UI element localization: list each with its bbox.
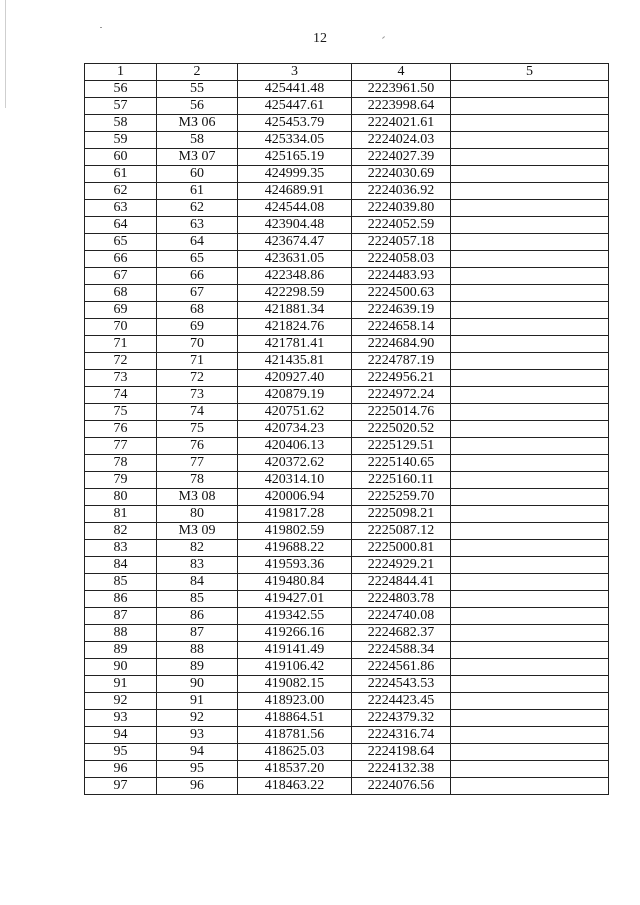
table-cell-col1: 64 [85, 217, 157, 234]
table-cell-col4: 2224561.86 [352, 659, 451, 676]
table-cell-col3: 421824.76 [238, 319, 352, 336]
table-cell-col2: 68 [157, 302, 238, 319]
table-cell-col4: 2224423.45 [352, 693, 451, 710]
table-cell-col3: 425447.61 [238, 98, 352, 115]
table-cell-col3: 419106.42 [238, 659, 352, 676]
table-cell-col5 [451, 761, 609, 778]
table-cell-col2: МЗ 06 [157, 115, 238, 132]
table-row [85, 608, 609, 625]
table-cell-col5 [451, 370, 609, 387]
scan-speck [100, 27, 102, 28]
table-cell-col1: 94 [85, 727, 157, 744]
table-cell-col2: 93 [157, 727, 238, 744]
table-row [85, 778, 609, 795]
table-row [85, 489, 609, 506]
table-cell-col1: 78 [85, 455, 157, 472]
table-cell-col5 [451, 693, 609, 710]
table-cell-col2: 55 [157, 81, 238, 98]
table-cell-col5 [451, 744, 609, 761]
table-cell-col3: 425441.48 [238, 81, 352, 98]
table-cell-col4: 2224132.38 [352, 761, 451, 778]
table-row [85, 642, 609, 659]
table-cell-col2: 63 [157, 217, 238, 234]
table-row [85, 591, 609, 608]
table-row [85, 370, 609, 387]
table-cell-col3: 419802.59 [238, 523, 352, 540]
table-cell-col3: 421435.81 [238, 353, 352, 370]
table-cell-col5 [451, 251, 609, 268]
table-cell-col4: 2224036.92 [352, 183, 451, 200]
table-cell-col4: 2224076.56 [352, 778, 451, 795]
table-cell-col5 [451, 319, 609, 336]
table-cell-col2: 65 [157, 251, 238, 268]
table-row [85, 200, 609, 217]
table-cell-col1: 71 [85, 336, 157, 353]
column-header: 4 [352, 64, 451, 81]
table-cell-col4: 2224682.37 [352, 625, 451, 642]
table-row [85, 404, 609, 421]
table-cell-col1: 60 [85, 149, 157, 166]
table-row [85, 693, 609, 710]
table-row [85, 455, 609, 472]
table-cell-col3: 423904.48 [238, 217, 352, 234]
table-cell-col5 [451, 710, 609, 727]
scan-margin-line [5, 0, 6, 108]
coordinates-table [84, 63, 609, 795]
table-cell-col4: 2224027.39 [352, 149, 451, 166]
table-row [85, 234, 609, 251]
table-cell-col5 [451, 557, 609, 574]
table-row [85, 421, 609, 438]
table-cell-col1: 61 [85, 166, 157, 183]
table-cell-col2: 88 [157, 642, 238, 659]
table-cell-col5 [451, 81, 609, 98]
table-cell-col5 [451, 404, 609, 421]
table-row [85, 217, 609, 234]
table-cell-col3: 425453.79 [238, 115, 352, 132]
table-cell-col4: 2225014.76 [352, 404, 451, 421]
table-cell-col4: 2223961.50 [352, 81, 451, 98]
table-row [85, 523, 609, 540]
table-cell-col4: 2224198.64 [352, 744, 451, 761]
table-cell-col2: 67 [157, 285, 238, 302]
table-cell-col3: 420372.62 [238, 455, 352, 472]
table-header-row [85, 64, 609, 81]
table-cell-col2: 58 [157, 132, 238, 149]
table-row [85, 438, 609, 455]
page-number: 12 [313, 31, 327, 46]
table-row [85, 302, 609, 319]
table-cell-col5 [451, 489, 609, 506]
table-cell-col1: 67 [85, 268, 157, 285]
table-cell-col1: 68 [85, 285, 157, 302]
table-cell-col5 [451, 727, 609, 744]
table-cell-col3: 420734.23 [238, 421, 352, 438]
table-cell-col3: 420751.62 [238, 404, 352, 421]
table-cell-col3: 419342.55 [238, 608, 352, 625]
table-cell-col1: 96 [85, 761, 157, 778]
table-cell-col2: 85 [157, 591, 238, 608]
table-cell-col1: 65 [85, 234, 157, 251]
table-cell-col5 [451, 438, 609, 455]
table-cell-col1: 70 [85, 319, 157, 336]
table-cell-col1: 59 [85, 132, 157, 149]
table-cell-col4: 2224039.80 [352, 200, 451, 217]
table-cell-col4: 2224972.24 [352, 387, 451, 404]
table-cell-col3: 424544.08 [238, 200, 352, 217]
table-cell-col3: 419593.36 [238, 557, 352, 574]
table-cell-col2: 60 [157, 166, 238, 183]
table-cell-col1: 82 [85, 523, 157, 540]
table-cell-col5 [451, 676, 609, 693]
table-cell-col1: 79 [85, 472, 157, 489]
table-cell-col1: 88 [85, 625, 157, 642]
table-cell-col2: 96 [157, 778, 238, 795]
table-cell-col3: 420879.19 [238, 387, 352, 404]
table-cell-col2: МЗ 08 [157, 489, 238, 506]
table-cell-col1: 66 [85, 251, 157, 268]
table-cell-col3: 421881.34 [238, 302, 352, 319]
table-cell-col4: 2224058.03 [352, 251, 451, 268]
table-cell-col2: 84 [157, 574, 238, 591]
table-row [85, 183, 609, 200]
table-cell-col3: 419082.15 [238, 676, 352, 693]
table-cell-col4: 2224956.21 [352, 370, 451, 387]
table-cell-col2: 73 [157, 387, 238, 404]
table-cell-col1: 84 [85, 557, 157, 574]
table-cell-col4: 2224658.14 [352, 319, 451, 336]
table-cell-col5 [451, 608, 609, 625]
table-cell-col3: 425334.05 [238, 132, 352, 149]
table-cell-col1: 80 [85, 489, 157, 506]
table-cell-col1: 75 [85, 404, 157, 421]
table-cell-col2: 92 [157, 710, 238, 727]
table-cell-col1: 56 [85, 81, 157, 98]
table-cell-col2: 90 [157, 676, 238, 693]
table-cell-col2: 66 [157, 268, 238, 285]
table-cell-col1: 81 [85, 506, 157, 523]
table-cell-col5 [451, 574, 609, 591]
table-cell-col2: 91 [157, 693, 238, 710]
table-cell-col5 [451, 302, 609, 319]
table-cell-col5 [451, 472, 609, 489]
table-cell-col5 [451, 455, 609, 472]
table-cell-col3: 420006.94 [238, 489, 352, 506]
table-cell-col4: 2224030.69 [352, 166, 451, 183]
table-cell-col2: МЗ 07 [157, 149, 238, 166]
table-cell-col4: 2225098.21 [352, 506, 451, 523]
table-cell-col3: 418781.56 [238, 727, 352, 744]
table-cell-col1: 74 [85, 387, 157, 404]
table-cell-col5 [451, 778, 609, 795]
table-row [85, 336, 609, 353]
table-cell-col3: 418864.51 [238, 710, 352, 727]
table-cell-col3: 418537.20 [238, 761, 352, 778]
table-row [85, 81, 609, 98]
table-row [85, 676, 609, 693]
table-row [85, 727, 609, 744]
table-cell-col3: 420927.40 [238, 370, 352, 387]
table-cell-col2: 61 [157, 183, 238, 200]
table-cell-col3: 422298.59 [238, 285, 352, 302]
table-cell-col2: 71 [157, 353, 238, 370]
table-row [85, 387, 609, 404]
table-cell-col4: 2224543.53 [352, 676, 451, 693]
table-cell-col5 [451, 523, 609, 540]
table-cell-col5 [451, 149, 609, 166]
table-cell-col2: 78 [157, 472, 238, 489]
table-cell-col5 [451, 132, 609, 149]
table-cell-col3: 419427.01 [238, 591, 352, 608]
table-cell-col1: 91 [85, 676, 157, 693]
table-cell-col5 [451, 421, 609, 438]
table-cell-col4: 2224787.19 [352, 353, 451, 370]
table-cell-col2: 94 [157, 744, 238, 761]
table-row [85, 132, 609, 149]
table-row [85, 98, 609, 115]
table-row [85, 268, 609, 285]
table-cell-col4: 2224057.18 [352, 234, 451, 251]
table-cell-col5 [451, 591, 609, 608]
table-cell-col5 [451, 200, 609, 217]
table-cell-col2: 76 [157, 438, 238, 455]
table-row [85, 149, 609, 166]
table-cell-col1: 93 [85, 710, 157, 727]
table-cell-col4: 2225140.65 [352, 455, 451, 472]
table-cell-col4: 2224024.03 [352, 132, 451, 149]
table-cell-col4: 2224052.59 [352, 217, 451, 234]
table-cell-col1: 85 [85, 574, 157, 591]
table-cell-col3: 419688.22 [238, 540, 352, 557]
table-cell-col5 [451, 234, 609, 251]
table-cell-col2: 69 [157, 319, 238, 336]
table-cell-col3: 421781.41 [238, 336, 352, 353]
column-header: 5 [451, 64, 609, 81]
table-cell-col5 [451, 625, 609, 642]
table-cell-col5 [451, 659, 609, 676]
table-cell-col3: 419141.49 [238, 642, 352, 659]
table-cell-col2: 82 [157, 540, 238, 557]
table-cell-col4: 2224929.21 [352, 557, 451, 574]
table-cell-col1: 62 [85, 183, 157, 200]
table-cell-col4: 2224639.19 [352, 302, 451, 319]
table-cell-col5 [451, 353, 609, 370]
table-cell-col2: 74 [157, 404, 238, 421]
table-cell-col5 [451, 642, 609, 659]
table-cell-col2: 83 [157, 557, 238, 574]
table-cell-col4: 2225259.70 [352, 489, 451, 506]
table-cell-col1: 90 [85, 659, 157, 676]
table-cell-col2: 70 [157, 336, 238, 353]
table-cell-col5 [451, 98, 609, 115]
table-row [85, 557, 609, 574]
table-cell-col4: 2224684.90 [352, 336, 451, 353]
table-cell-col1: 87 [85, 608, 157, 625]
table-cell-col4: 2225160.11 [352, 472, 451, 489]
table-body [85, 81, 609, 795]
table-cell-col1: 86 [85, 591, 157, 608]
table-cell-col2: 62 [157, 200, 238, 217]
table-cell-col4: 2224379.32 [352, 710, 451, 727]
table-cell-col3: 425165.19 [238, 149, 352, 166]
table-row [85, 251, 609, 268]
table-cell-col5 [451, 540, 609, 557]
table-cell-col4: 2224316.74 [352, 727, 451, 744]
table-cell-col2: 89 [157, 659, 238, 676]
table-cell-col4: 2224483.93 [352, 268, 451, 285]
table-cell-col4: 2225087.12 [352, 523, 451, 540]
column-header: 2 [157, 64, 238, 81]
table-cell-col1: 57 [85, 98, 157, 115]
table-cell-col4: 2224740.08 [352, 608, 451, 625]
table-cell-col1: 92 [85, 693, 157, 710]
table-cell-col3: 419266.16 [238, 625, 352, 642]
table-cell-col5 [451, 268, 609, 285]
table-cell-col1: 73 [85, 370, 157, 387]
table-cell-col4: 2224500.63 [352, 285, 451, 302]
table-cell-col4: 2224021.61 [352, 115, 451, 132]
table-row [85, 285, 609, 302]
table-row [85, 353, 609, 370]
table-cell-col1: 76 [85, 421, 157, 438]
table-cell-col3: 420314.10 [238, 472, 352, 489]
table-cell-col3: 419480.84 [238, 574, 352, 591]
table-cell-col1: 69 [85, 302, 157, 319]
table-cell-col5 [451, 336, 609, 353]
table-cell-col1: 97 [85, 778, 157, 795]
table-cell-col2: 86 [157, 608, 238, 625]
table-row [85, 540, 609, 557]
table-row [85, 472, 609, 489]
column-header: 1 [85, 64, 157, 81]
table-cell-col3: 423674.47 [238, 234, 352, 251]
table-cell-col1: 95 [85, 744, 157, 761]
table-cell-col2: 64 [157, 234, 238, 251]
table-row [85, 710, 609, 727]
table-cell-col5 [451, 506, 609, 523]
table-cell-col1: 72 [85, 353, 157, 370]
table-cell-col4: 2224588.34 [352, 642, 451, 659]
table-row [85, 115, 609, 132]
table-cell-col5 [451, 166, 609, 183]
column-header: 3 [238, 64, 352, 81]
table-cell-col1: 58 [85, 115, 157, 132]
table-cell-col2: 56 [157, 98, 238, 115]
table-cell-col4: 2223998.64 [352, 98, 451, 115]
table-cell-col3: 420406.13 [238, 438, 352, 455]
table-row [85, 574, 609, 591]
table-row [85, 166, 609, 183]
table-cell-col3: 419817.28 [238, 506, 352, 523]
table-cell-col2: 95 [157, 761, 238, 778]
table-row [85, 659, 609, 676]
table-row [85, 319, 609, 336]
table-cell-col4: 2225020.52 [352, 421, 451, 438]
table-cell-col1: 63 [85, 200, 157, 217]
table-cell-col4: 2224844.41 [352, 574, 451, 591]
table-cell-col4: 2225000.81 [352, 540, 451, 557]
table-cell-col5 [451, 387, 609, 404]
table-cell-col2: 80 [157, 506, 238, 523]
table-cell-col3: 424999.35 [238, 166, 352, 183]
table-cell-col4: 2225129.51 [352, 438, 451, 455]
table-cell-col3: 418625.03 [238, 744, 352, 761]
table-cell-col2: 75 [157, 421, 238, 438]
table-row [85, 744, 609, 761]
table-cell-col3: 418463.22 [238, 778, 352, 795]
table-row [85, 506, 609, 523]
table-cell-col5 [451, 183, 609, 200]
table-cell-col1: 77 [85, 438, 157, 455]
table-row [85, 625, 609, 642]
table-cell-col3: 423631.05 [238, 251, 352, 268]
table-cell-col2: 87 [157, 625, 238, 642]
table-cell-col5 [451, 285, 609, 302]
table-cell-col2: МЗ 09 [157, 523, 238, 540]
table-cell-col1: 89 [85, 642, 157, 659]
table-cell-col2: 72 [157, 370, 238, 387]
table-cell-col3: 424689.91 [238, 183, 352, 200]
table-cell-col5 [451, 115, 609, 132]
table-cell-col1: 83 [85, 540, 157, 557]
table-row [85, 761, 609, 778]
table-cell-col3: 422348.86 [238, 268, 352, 285]
table-cell-col2: 77 [157, 455, 238, 472]
table-cell-col5 [451, 217, 609, 234]
table-cell-col3: 418923.00 [238, 693, 352, 710]
table-cell-col4: 2224803.78 [352, 591, 451, 608]
